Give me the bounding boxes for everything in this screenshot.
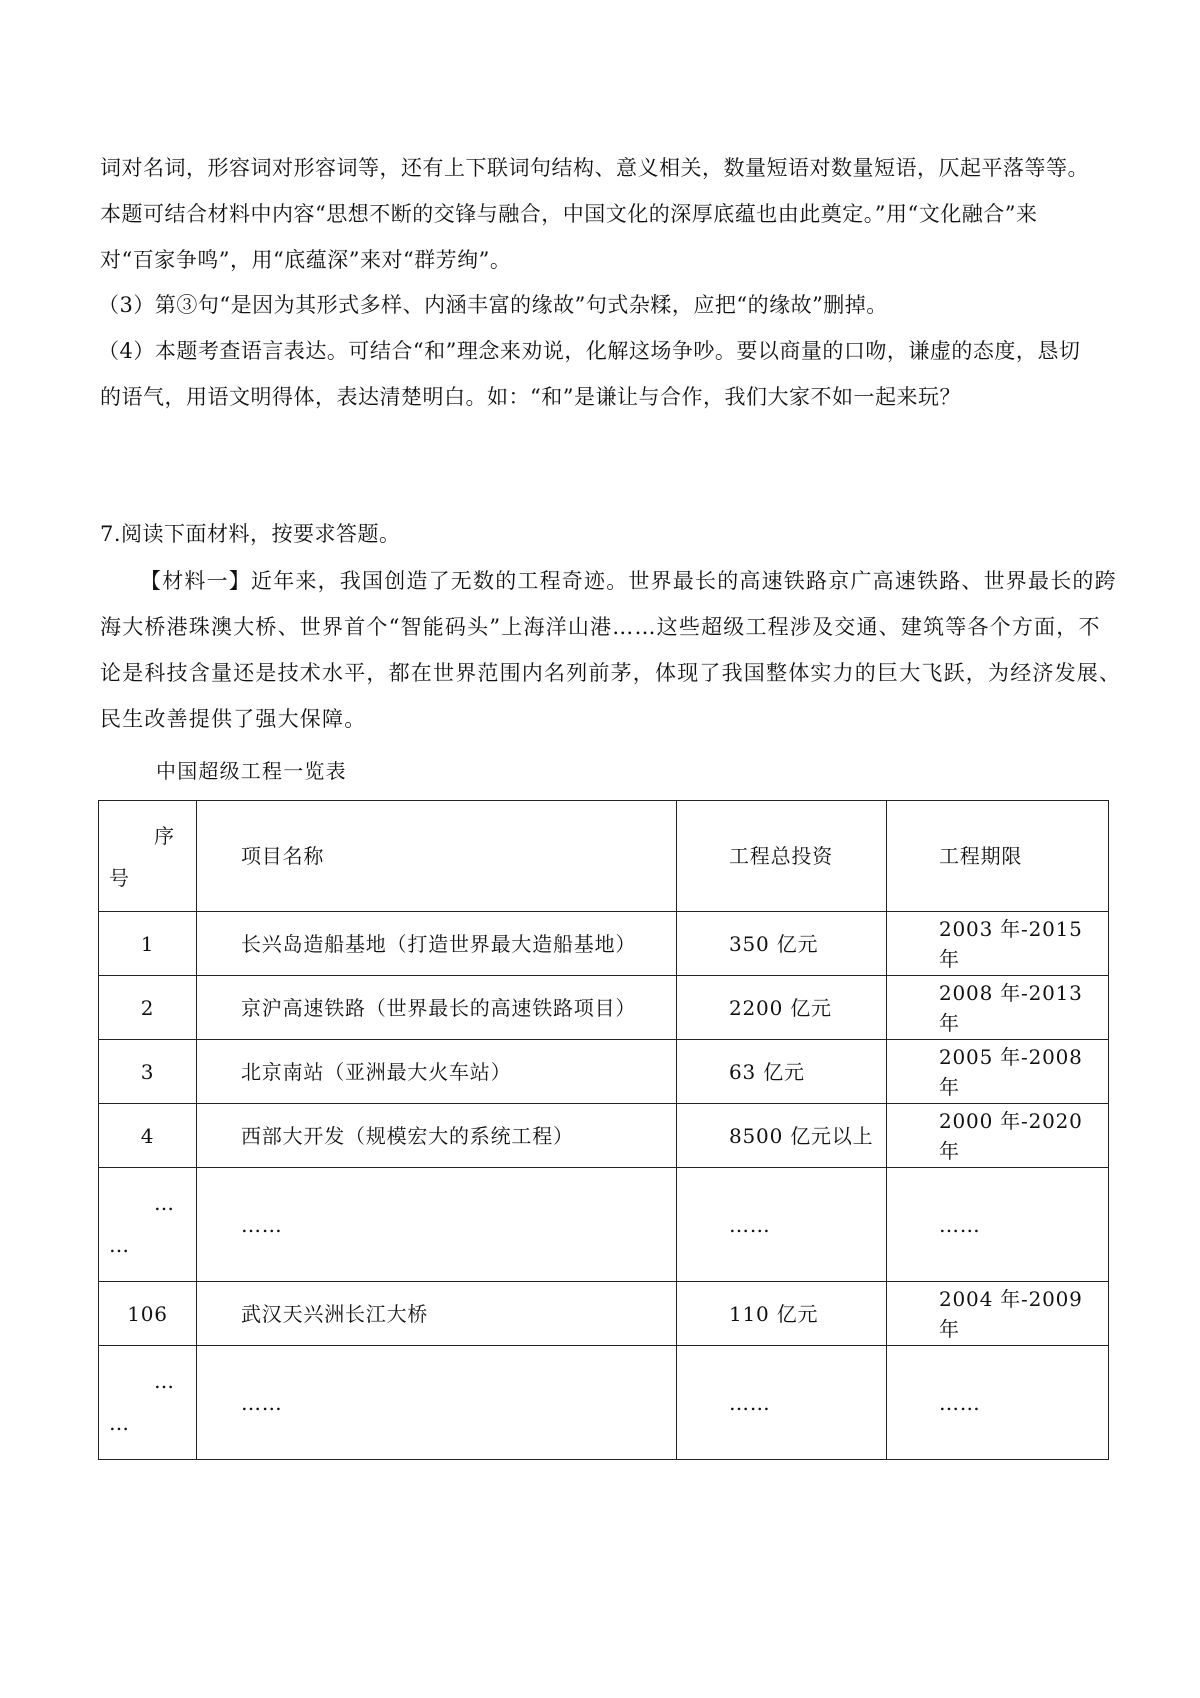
row-investment: 63 亿元 (677, 1040, 887, 1104)
ellipsis-period: …… (887, 1168, 1109, 1282)
row-investment: 350 亿元 (677, 912, 887, 976)
row-investment: 2200 亿元 (677, 976, 887, 1040)
material-line-1: 【材料一】近年来，我国创造了无数的工程奇迹。世界最长的高速铁路京广高速铁路、世界最长的跨 (140, 569, 1117, 593)
answer-line-6: 的语气，用语文明得体，表达清楚明白。如：“和”是谦让与合作，我们大家不如一起来玩？ (100, 385, 961, 409)
row-index: 4 (99, 1104, 197, 1168)
answer-line-2: 本题可结合材料中内容“思想不断的交锋与融合，中国文化的深厚底蕴也由此奠定。”用“文化融合”来 (100, 202, 1038, 226)
row-index: 3 (99, 1040, 197, 1104)
ellipsis-index-bottom: … (109, 1233, 131, 1257)
ellipsis-period: …… (887, 1346, 1109, 1460)
header-name-cell: 项目名称 (197, 801, 677, 912)
row-index: 106 (99, 1282, 197, 1346)
ellipsis-investment: …… (677, 1346, 887, 1460)
table-row-ellipsis (99, 1346, 1109, 1460)
table-header-row (99, 801, 1109, 912)
header-investment-cell: 工程总投资 (677, 801, 887, 912)
row-name: 长兴岛造船基地（打造世界最大造船基地） (197, 912, 677, 976)
header-index-cell (99, 801, 197, 912)
row-index: 1 (99, 912, 197, 976)
row-period: 2005 年-2008 年 (887, 1040, 1109, 1104)
super-projects-table (98, 800, 1109, 1460)
answer-line-3: 对“百家争鸣”，用“底蕴深”来对“群芳绚”。 (100, 248, 512, 272)
ellipsis-investment: …… (677, 1168, 887, 1282)
row-name: 武汉天兴洲长江大桥 (197, 1282, 677, 1346)
row-index: 2 (99, 976, 197, 1040)
ellipsis-index-top: … (154, 1369, 176, 1393)
ellipsis-index-top: … (154, 1191, 176, 1215)
answer-line-1: 词对名词，形容词对形容词等，还有上下联词句结构、意义相关，数量短语对数量短语，仄起平落等等。 (100, 156, 1089, 180)
ellipsis-name: …… (197, 1346, 677, 1460)
table-row (99, 1040, 1109, 1104)
table-caption: 中国超级工程一览表 (156, 759, 347, 783)
row-name: 西部大开发（规模宏大的系统工程） (197, 1104, 677, 1168)
table-row (99, 1282, 1109, 1346)
answer-line-4: （3）第③句“是因为其形式多样、内涵丰富的缘故”句式杂糅，应把“的缘故”删掉。 (98, 293, 888, 317)
header-index-bottom: 号 (109, 866, 130, 890)
row-period: 2004 年-2009 年 (887, 1282, 1109, 1346)
header-period-cell: 工程期限 (887, 801, 1109, 912)
ellipsis-index-bottom: … (109, 1411, 131, 1435)
material-line-2: 海大桥港珠澳大桥、世界首个“智能码头”上海洋山港……这些超级工程涉及交通、建筑等各个方面，不 (100, 615, 1101, 639)
row-name: 北京南站（亚洲最大火车站） (197, 1040, 677, 1104)
table-row-ellipsis (99, 1168, 1109, 1282)
answer-line-5: （4）本题考查语言表达。可结合“和”理念来劝说，化解这场争吵。要以商量的口吻，谦虚的态度，恳切 (98, 339, 1081, 363)
ellipsis-index-cell (99, 1346, 197, 1460)
row-name: 京沪高速铁路（世界最长的高速铁路项目） (197, 976, 677, 1040)
row-period: 2008 年-2013 年 (887, 976, 1109, 1040)
table-row (99, 1104, 1109, 1168)
material-line-3: 论是科技含量还是技术水平，都在世界范围内名列前茅，体现了我国整体实力的巨大飞跃，为经济发展、 (100, 661, 1122, 685)
ellipsis-index-cell (99, 1168, 197, 1282)
row-period: 2003 年-2015 年 (887, 912, 1109, 976)
ellipsis-name: …… (197, 1168, 677, 1282)
question-title: 7.阅读下面材料，按要求答题。 (100, 522, 401, 546)
header-index-top: 序 (154, 824, 175, 848)
table-row (99, 912, 1109, 976)
row-investment: 110 亿元 (677, 1282, 887, 1346)
material-line-4: 民生改善提供了强大保障。 (100, 707, 367, 731)
table-row (99, 976, 1109, 1040)
row-period: 2000 年-2020 年 (887, 1104, 1109, 1168)
row-investment: 8500 亿元以上 (677, 1104, 887, 1168)
